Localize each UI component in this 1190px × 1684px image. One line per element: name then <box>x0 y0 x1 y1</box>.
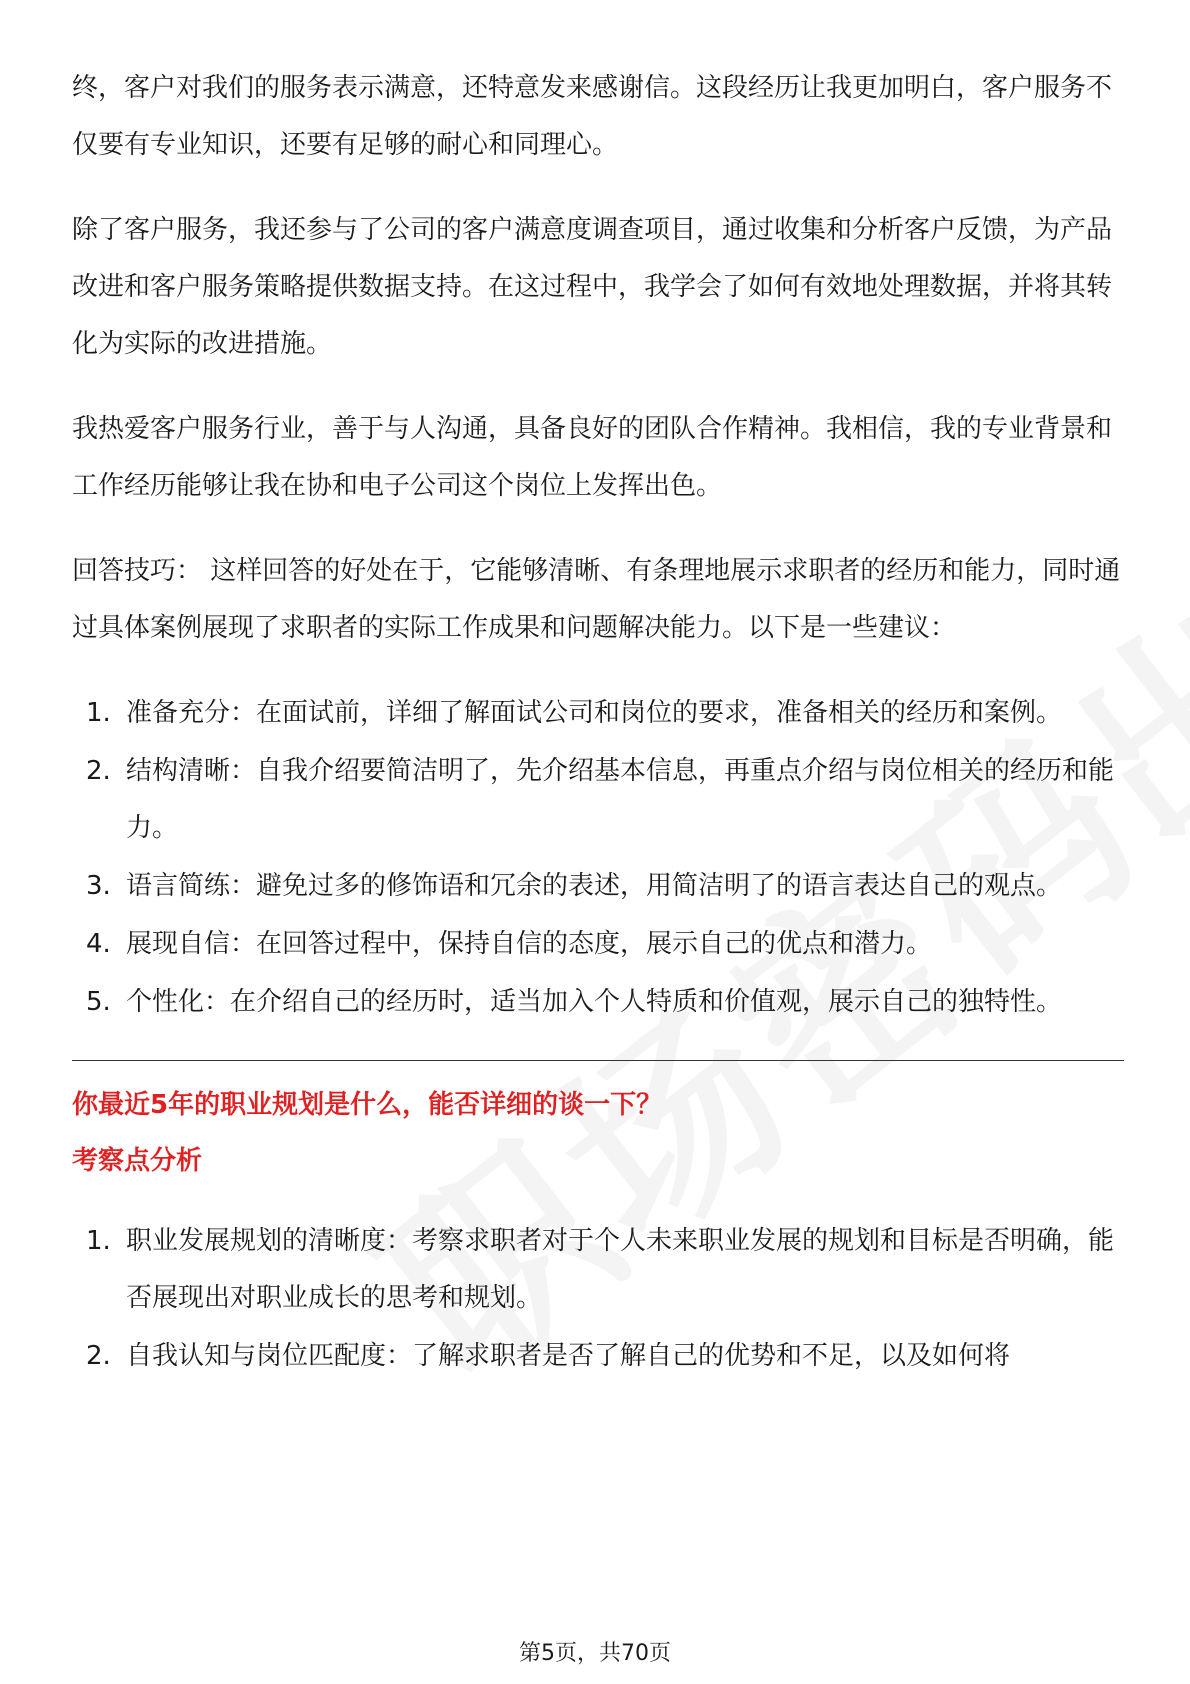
list-number: 4. <box>86 929 111 959</box>
paragraph-3: 我热爱客户服务行业，善于与人沟通，具备良好的团队合作精神。我相信，我的专业背景和工作经历能够让我在协和电子公司这个岗位上发挥出色。 <box>72 414 1113 501</box>
answer-tips-intro: 回答技巧： 这样回答的好处在于，它能够清晰、有条理地展示求职者的经历和能力，同时通过具体案例展现了求职者的实际工作成果和问题解决能力。以下是一些建议： <box>72 556 1121 643</box>
list-text: 准备充分：在面试前，详细了解面试公司和岗位的要求，准备相关的经历和案例。 <box>126 698 1063 728</box>
section-divider <box>72 1060 1124 1061</box>
analysis-list <box>72 1213 1122 1385</box>
list-item <box>72 743 1122 857</box>
list-text: 职业发展规划的清晰度：考察求职者对于个人未来职业发展的规划和目标是否明确，能否展现出对职业成长的思考和规划。 <box>126 1226 1115 1313</box>
paragraph-2: 除了客户服务，我还参与了公司的客户满意度调查项目，通过收集和分析客户反馈，为产品改进和客户服务策略提供数据支持。在这过程中，我学会了如何有效地处理数据，并将其转化为实际的改进措施。 <box>72 215 1113 359</box>
tips-list <box>72 685 1122 1031</box>
page-footer: 第5页，共70页 <box>519 1641 671 1666</box>
paragraph-1: 终，客户对我们的服务表示满意，还特意发来感谢信。这段经历让我更加明白，客户服务不仅要有专业知识，还要有足够的耐心和同理心。 <box>72 73 1113 160</box>
section-title: 考察点分析 <box>72 1146 203 1176</box>
list-item <box>72 1328 1122 1385</box>
list-number: 3. <box>86 871 111 901</box>
page-content <box>72 60 1122 1386</box>
list-text: 语言简练：避免过多的修饰语和冗余的表述，用简洁明了的语言表达自己的观点。 <box>126 871 1063 901</box>
list-item <box>72 974 1122 1031</box>
list-text: 结构清晰：自我介绍要简洁明了，先介绍基本信息，再重点介绍与岗位相关的经历和能力。 <box>126 756 1115 843</box>
interview-question: 你最近5年的职业规划是什么，能否详细的谈一下？ <box>72 1090 663 1120</box>
list-number: 2. <box>86 1341 111 1371</box>
list-item <box>72 858 1122 915</box>
list-item <box>72 916 1122 973</box>
list-number: 1. <box>86 698 111 728</box>
list-text: 个性化：在介绍自己的经历时，适当加入个人特质和价值观，展示自己的独特性。 <box>126 987 1063 1017</box>
list-item <box>72 685 1122 742</box>
list-text: 自我认知与岗位匹配度：了解求职者是否了解自己的优势和不足，以及如何将 <box>126 1341 1011 1371</box>
list-text: 展现自信：在回答过程中，保持自信的态度，展示自己的优点和潜力。 <box>126 929 933 959</box>
list-number: 1. <box>86 1226 111 1256</box>
list-number: 2. <box>86 756 111 786</box>
list-item <box>72 1213 1122 1327</box>
list-number: 5. <box>86 987 111 1017</box>
